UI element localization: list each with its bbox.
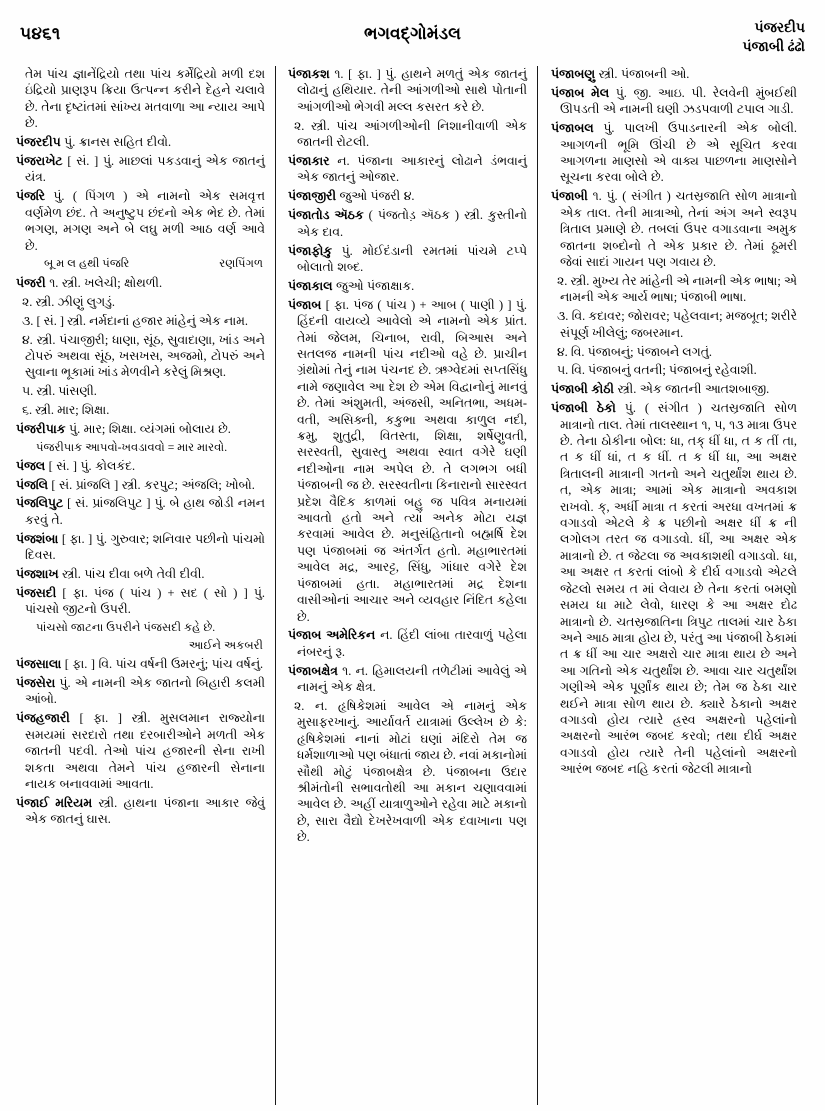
dictionary-entry bbox=[16, 188, 265, 254]
entry-headword: પંજાકાર bbox=[288, 154, 330, 169]
entry-definition: પું. જી. આઇ. પી. રેલવેની મુંબઈથી ઊપડતી એ નામની ઘણી ઝડપવાળી ટપાલ ગાડી. bbox=[560, 85, 797, 117]
entry-sense: ૨. સ્ત્રી. ઝીણું લુગડું. bbox=[22, 294, 115, 309]
entry-definition: ૧. ન. હિમાલયની તળેટીમાં આવેલું એ નામનું એક ક્ષેત્ર. bbox=[297, 663, 527, 695]
dictionary-entry bbox=[16, 675, 265, 708]
usage-example: પાંચસો જાટના ઉપરીને પંજસદી કહે છે. bbox=[36, 621, 216, 635]
entry-sense: ૪. સ્ત્રી. પંચાજીરી; ધાણા, સૂંઠ, સુવાદાણા, ખાંડ અને ટોપરું અથવા સૂંઠ, ખસખસ, અજમો, ટોપરું અને સુવાના ભૂકામાં ખાંડ મેળવીને કરેલું મિશ્રણ. bbox=[22, 332, 265, 380]
dictionary-entry bbox=[16, 458, 265, 474]
entry-definition: પું. ક્રાનસ સહિત દીવો. bbox=[60, 135, 172, 150]
verse-text: બૂ મ લ હથી પંજરિ bbox=[44, 257, 130, 271]
entry-definition: [ ફા. પંજ ( પાંચ ) + આબ ( પાણી ) ] પું. હિંદની વાયવ્યે આવેલો એ નામનો એક પ્રાંત. તેમાં જેલમ, ચિનાબ, રાવી, બિઆસ અને સતલજ નામની પાંચ નદીઓ વહે છે. પ્રાચીન ગ્રંથોમાં તેનું નામ પંચનદ છે. ઋગ્વેદમાં સપ્તસિંધુ નામે જણાવેલ આ દેશ છે એમ વિદ્વાનોનું માનવું છે. તેમાં અંશુમતી, અંજસી, અનિતભા, અધમ-વતી, અસિક્ની, કકુભા અથવા કાળુલ નદી, ક્રમુ, શુતુદ્રી, વિતસ્તા, શિક્ષા, શર્ષેણુવતી, સરસ્વતી, સુવાસ્તુ અથવા સ્વાત વગેરે ઘણી નદીઓના નામ અપેલ છે. તે લગભગ બધી પંજાબની જ છે. સરસ્વતીના કિનારાનો સારસ્વત પ્રદેશ વૈદિક કાળમાં બહુ જ પવિત્ર મનાયમાં આવતો હતો અને ત્યાં અનેક મોટા યજ્ઞ કરવામાં આવેલ છે. મનુસંહિતાનો બહ્મર્ષિ દેશ પણ પંજાબમાં જ અંતર્ગત હતો. મહાભારતમાં આવેલ મદ્ર, આરટ્ટ, સિંધુ, ગાંધાર વગેરે દેશ પંજાબમાં હતા. મહાભારતમાં મદ્ર દેશના વાસીઓનાં આચાર અને વ્યવહાર નિંદિત કહેલા છે. bbox=[297, 297, 527, 624]
entry-definition: [ સં. પ્રાંજલિપુટ ] પું. બે હાથ જોડી નમન કરવું તે. bbox=[25, 496, 265, 527]
dictionary-entry bbox=[288, 66, 527, 115]
entry-headword: પંજાબ અમેરિકન bbox=[288, 628, 376, 643]
dictionary-entry bbox=[288, 663, 527, 696]
entry-definition: જુઓ પંજાક્ષાક. bbox=[332, 278, 415, 293]
entry-headword: પંજલિપુટ bbox=[16, 496, 64, 511]
dictionary-entry bbox=[16, 275, 265, 291]
column-container bbox=[16, 66, 811, 1105]
entry-headword: પંજાબી ઠેકો bbox=[551, 401, 616, 416]
dictionary-entry bbox=[16, 566, 265, 582]
entry-definition: [ સં. ] પું. માછલાં પકડવાનું એક જાતનું યંત્ર. bbox=[25, 154, 265, 185]
entry-definition: ૧. પું. ( સંગીત ) ચતસ્રજાતિ સોળ માત્રાનો એક તાલ. તેની માત્રાઓ, તેનાં અંગ અને સ્વરૂપ ત્રિતાલ પ્રમાણે છે. તબલાં ઉપર વગાડવાના અમુક જાતના શબ્દોનો તે એક પ્રકાર છે. તેમાં ઠૂમરી જેવાં સાદાં ગાયન પણ ગવાય છે. bbox=[560, 189, 797, 269]
entry-headword: પંજરી bbox=[16, 275, 46, 290]
entry-definition: [ ફા. ] વિ. પાંચ વર્ષની ઉમરનું; પાંચ વર્ષનું. bbox=[61, 657, 264, 672]
book-title: ભગવદ્ગોમંડલ bbox=[364, 24, 461, 43]
entry-definition: ન. હિંદી લાંબા તારવાળું પહેલા નંબરનું રૂ. bbox=[297, 628, 528, 659]
entry-definition: ( પંજતોડ઼ ઍઠક ) સ્ત્રી. કુસ્તીનો એક દાવ. bbox=[297, 208, 527, 239]
dictionary-entry bbox=[551, 188, 797, 270]
column-rule-2 bbox=[537, 66, 538, 1105]
entry-headword: પંજરાખેટ bbox=[16, 154, 63, 169]
entry-definition: ન. પંજાના આકારનું લોઢાને ડંભવાનું એક જાતનું ઓજાર. bbox=[297, 154, 527, 185]
citation-source: આઈને અકબરી bbox=[188, 638, 263, 652]
entry-definition: [ ફા. ] પું. ગુરુવાર; શનિવાર પછીનો પાંચમો દિવસ. bbox=[25, 531, 265, 563]
entry-definition: [ સં. પ્રાંજલિ ] સ્ત્રી. કરપુટ; અંજલિ; ખોબો. bbox=[47, 477, 255, 492]
dictionary-entry bbox=[16, 153, 265, 186]
dictionary-entry bbox=[551, 381, 797, 397]
column-rule-1 bbox=[275, 66, 276, 1105]
running-head bbox=[18, 18, 807, 64]
entry-headword: પંજલ bbox=[16, 458, 46, 473]
entry-headword: પંજસેરા bbox=[16, 675, 56, 690]
entry-headword: પંજાબ મેલ bbox=[551, 85, 610, 100]
entry-headword: પંજાકાલ bbox=[288, 278, 333, 293]
entry-sense: ૪. વિ. પંજાબનું; પંજાબને લગતું. bbox=[557, 344, 713, 359]
continued-text: તેમ પાંચ જ્ઞાનેંદ્રિયો તથા પાંચ કર્મેંદ્રિયો મળી દશ ઇંદ્રિયો પ્રાણરૂપ ક્રિયા ઉત્પન્ન કરીને દેહને ચલાવે છે. તેના દૃષ્ટાંતમાં સાંખ્ય મતવાળા આ ન્યાય આપે છે. bbox=[25, 67, 265, 131]
dictionary-entry bbox=[16, 421, 265, 437]
entry-definition: પું. માર; શિક્ષા. વ્યંગમાં બોલાય છે. bbox=[65, 422, 231, 437]
entry-headword: પંજાબણુ bbox=[551, 67, 596, 81]
entry-definition: પું. ( સંગીત ) ચતસ્રજાતિ સોળ માત્રાનો તાલ. તેમાં તાલસ્થાન ૧, ૫, ૧૩ માત્રા ઉપર છે. તેના ઠોકીના બોલ: ધા, તક્ ધીં ધા, ત ક તીં તા, ત ક ધીં ધાં, ત ક ધીં. ત ક ધીં ધા, આ અક્ષર ત્રિતાલની માત્રાની ગતનો અને ચતુર્થાંશ થાય છે. ત, એક માત્રા; આમાં એક માત્રાનો અવકાશ રાખવો. ક્, અર્ધી માત્રા ત કરતાં અરધા વખતમાં ક્ર વગાડવો એટલે કે ક્ર પછીનો અક્ષર ધીં ક્ર ની લગોલગ તરત જ વગાડવો. ધીં, આ અક્ષર એક માત્રાનો છે. ત જેટલા જ અવકાશથી વગાડવો. ધા, આ અક્ષર ત કરતાં લાંબો કે દીર્ઘ વગાડવો એટલે જેટલો સમય ત માં લેવાય છે તેના કરતાં બમણો સમય ધા માટે લેવો, ધારણ કે આ અક્ષર દોઢ માત્રાનો છે. ચતસ્રજાતિના ત્રિપુટ તાલમાં ચાર ઠેકા અને આઠ માત્રા હોય છે, પરંતુ આ પંજાબી ઠેકામાં ત ક્ર ધીં આ ચાર અક્ષરો ચાર માત્રા થાય છે અને આ ગતિનો એક ચતુર્થાંશ છે. આવા ચાર ચતુર્થાંશ ગણીએ એક પૂર્ણાંક થાય છે; તેમ જ ઠેકા ચાર થઈને માત્રા સોળ થાય છે. ક્યારે ઠેકાનો અક્ષર વગાડવો હોય ત્યારે હ્રસ્વ અક્ષરનો પહેલાંનો અક્ષરનો આરંભ જબદ કરવો; તથા દીર્ઘ અક્ષર વગાડવો હોય ત્યારે તેની પહેલાંનો અક્ષરનો આરંભ જબદ નહિ કરતાં જેટલી માત્રાનો bbox=[560, 401, 797, 777]
entry-definition: સ્ત્રી. પાંચ દીવા બળે તેવી દીવી. bbox=[58, 567, 205, 582]
dictionary-entry bbox=[551, 66, 797, 82]
dictionary-entry bbox=[16, 134, 265, 150]
entry-definition: પું. પાલખી ઉપાડનારની એક બોલી. આગળની ભૂમિ ઊંચી છે એ સૂચિત કરવા આગળના માણસો એ વાક્ય પાછળના માણસોને સૂચના કરવા બોલે છે. bbox=[560, 121, 797, 185]
dictionary-entry bbox=[16, 795, 265, 828]
column-1 bbox=[16, 66, 273, 1105]
entry-headword: પંજહજારી bbox=[16, 711, 70, 726]
entry-sense: ૨. સ્ત્રી. પાંચ આંગળીઓની નિશાનીવાળી એક જાતની રોટલી. bbox=[294, 118, 527, 150]
entry-definition: સ્ત્રી. પંજાબની ઓ. bbox=[595, 67, 690, 81]
entry-definition: પું. ( પિંગળ ) એ નામનો એક સમવૃત્ત વર્ણમેળ છંદ. તે અનુષ્ટુપ છંદનો એક ભેદ છે. તેમાં ભગણ, મગણ અને બે લઘુ મળી આઠ વર્ણ આવે છે. bbox=[25, 189, 265, 253]
guide-words bbox=[742, 20, 805, 58]
dictionary-entry bbox=[16, 495, 265, 528]
dictionary-entry bbox=[288, 278, 527, 294]
dictionary-entry bbox=[288, 153, 527, 186]
entry-headword: પંજાફોકુ bbox=[288, 243, 333, 258]
entry-headword: પંજાબક્ષેત્ર bbox=[288, 663, 338, 678]
entry-headword: પંજશંબા bbox=[16, 531, 59, 546]
entry-definition: ૧. સ્ત્રી. ખલેચી; ક્ષોથળી. bbox=[45, 275, 163, 290]
dictionary-entry bbox=[551, 120, 797, 186]
column-3 bbox=[540, 66, 797, 1105]
entry-headword: પંજસદી bbox=[16, 585, 57, 600]
entry-definition: [ સં. ] પું. કોલકંદ. bbox=[45, 458, 136, 473]
entry-sense: ૫. વિ. પંજાબનું વતની; પંજાબનું રહેવાશી. bbox=[557, 363, 757, 378]
entry-definition: [ ફા. ] સ્ત્રી. મુસલમાન રાજ્યોના સમયમાં સરદારો તથા દરબારીઓને મળતી એક જાતની પદવી. તેઓ પાંચ હજારની સેના રાખી શકતા અથવા તેમને પાંચ હજારની સેનાના નાયક બનાવવામાં આવતા. bbox=[25, 711, 265, 791]
dictionary-entry bbox=[16, 477, 265, 493]
dictionary-entry bbox=[288, 207, 527, 240]
entry-headword: પંજાબી bbox=[551, 189, 588, 204]
guide-word-first: પંજરદીપ bbox=[754, 21, 805, 36]
dictionary-entry bbox=[16, 585, 265, 618]
guide-word-last: પંજાબી ઢંઢો bbox=[742, 39, 805, 55]
dictionary-entry bbox=[288, 627, 527, 660]
entry-sense: ૨. સ્ત્રી. મુખ્ય તેર માંહેની એ નામની એક ભાષા; એ નામની એક આર્ય ભાષા; પંજાબી ભાષા. bbox=[557, 273, 797, 305]
entry-headword: પંજાબ bbox=[288, 297, 322, 312]
entry-definition: સ્ત્રી. એક જાતની આતશબાજી. bbox=[613, 382, 770, 397]
entry-headword: પંજરિ bbox=[16, 189, 45, 204]
entry-headword: પંજસાલા bbox=[16, 657, 62, 672]
entry-headword: પંજલિ bbox=[16, 477, 48, 492]
dictionary-entry bbox=[288, 188, 527, 204]
entry-definition: ૧. [ ફા. ] પું. હાથને મળતું એક જાતનું લોઢાનું હથિયાર. તેની આંગળીઓ સાથે પોતાની આંગળીઓ ભેગવી મલ્લ કસરત કરે છે. bbox=[297, 67, 527, 114]
entry-definition: પું. મોઈદંડાની રમતમાં પાંચમે ટપ્પે બોલાતો શબ્દ. bbox=[297, 243, 527, 274]
entry-sense: ૩. વિ. કદાવર; જોરાવર; પહેલવાન; મજબૂત; શરીરે સંપૂર્ણ ખીલેલું; જબરમાન. bbox=[557, 309, 797, 340]
folio-number: ૫૪૬૧ bbox=[20, 24, 61, 43]
entry-definition: જુઓ પંજરી ૪. bbox=[336, 189, 415, 204]
column-2 bbox=[278, 66, 535, 1105]
entry-headword: પંજાતોડ ઍઠક bbox=[288, 208, 364, 223]
entry-sense: ૬. સ્ત્રી. માર; શિક્ષા. bbox=[22, 403, 110, 418]
entry-headword: પંજશાખ bbox=[16, 567, 59, 582]
entry-sense: ૨. ન. હૃષિકેશમાં આવેલ એ નામનું એક મુસાફરખાનું. આર્યાવર્ત યાત્રામાં ઉલ્લેખ છે કે: હૃષિકેશમાં નાનાં મોટાં ઘણાં મંદિરો તેમ જ ધર્મશાળાઓ પણ બંધાતાં જાય છે. નવાં મકાનોમાં સૌથી મોટું પંજાબક્ષેત્ર છે. પંજાબના ઉદાર શ્રીમંતોની સભાવતોથી આ મકાન ચણાવવામાં આવેલ છે. અહીં યાત્રાળુઓને રહેવા માટે મકાનો છે, સારા વૈદ્યો દેખરેખવાળી એક દવાખાના પણ છે. bbox=[294, 699, 527, 845]
entry-definition: પું. એ નામની એક જાતનો બિહારી કલમી આંબો. bbox=[25, 675, 265, 707]
dictionary-entry bbox=[551, 85, 797, 118]
verse-source: રણપિંગળ bbox=[219, 257, 263, 271]
entry-sense: ૩. [ સં. ] સ્ત્રી. નર્મદાનાં હજાર માંહેનું એક નામ. bbox=[22, 313, 248, 328]
dictionary-entry bbox=[288, 243, 527, 276]
entry-definition: [ ફા. પંજ ( પાંચ ) + સદ ( સો ) ] પું. પાંચસો જીટનો ઉપરી. bbox=[25, 585, 265, 617]
entry-sense: ૫. સ્ત્રી. પાંસણી. bbox=[22, 384, 97, 399]
entry-headword: પંજરદીપ bbox=[16, 135, 61, 150]
entry-headword: પંજાજીરી bbox=[288, 189, 337, 204]
dictionary-entry bbox=[551, 400, 797, 777]
entry-headword: પંજાબલ bbox=[551, 121, 594, 136]
usage-example: પંજરીપાક આપવો-ખવડાવવો = માર મારવો. bbox=[36, 441, 228, 455]
verse-citation bbox=[16, 256, 265, 271]
entry-definition: સ્ત્રી. હાથના પંજાના આકાર જેવું એક જાતનું ઘાસ. bbox=[25, 795, 265, 827]
entry-headword: પંજાબી કોઠી bbox=[551, 382, 614, 397]
dictionary-entry bbox=[16, 710, 265, 792]
entry-headword: પંજાકશ bbox=[288, 67, 330, 81]
entry-headword: પંજરીપાક bbox=[16, 422, 66, 437]
dictionary-entry bbox=[16, 656, 265, 672]
dictionary-entry bbox=[288, 297, 527, 625]
dictionary-entry bbox=[16, 531, 265, 564]
entry-headword: પંજાઈ મરિયમ bbox=[16, 795, 93, 810]
